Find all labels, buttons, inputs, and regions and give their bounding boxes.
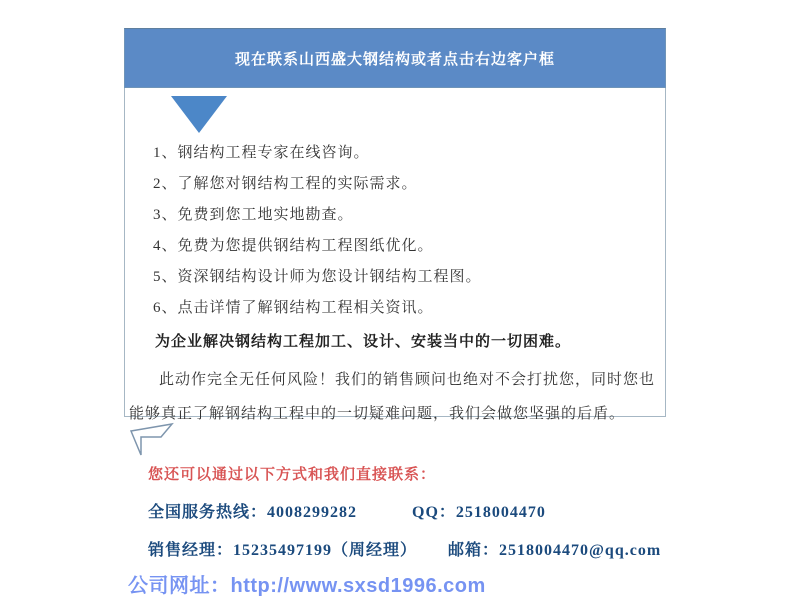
email-label: 邮箱： (448, 542, 500, 559)
website-label: 公司网址： (128, 575, 231, 597)
step-item-1: 1、钢结构工程专家在线咨询。 (153, 145, 370, 161)
reassurance-paragraph: 此动作完全无任何风险！我们的销售顾问也绝对不会打扰您，同时您也能够真正了解钢结构工程中的一切疑难问题，我们会做您坚强的后盾。 (129, 372, 656, 422)
promo-panel (124, 28, 666, 598)
step-item-4: 4、免费为您提供钢结构工程图纸优化。 (153, 238, 434, 254)
website-link[interactable]: http://www.sxsd1996.com (230, 575, 486, 597)
qq-number: 2518004470 (455, 504, 546, 521)
banner-title: 现在联系山西盛大钢结构或者点击右边客户框 (234, 51, 555, 68)
email-address: 2518004470@qq.com (499, 542, 662, 559)
step-item-2: 2、了解您对钢结构工程的实际需求。 (153, 176, 418, 192)
step-item-3: 3、免费到您工地实地勘查。 (153, 207, 354, 223)
step-item-5: 5、资深钢结构设计师为您设计钢结构工程图。 (153, 269, 482, 285)
step-item-6: 6、点击详情了解钢结构工程相关资讯。 (153, 300, 434, 316)
contact-lead: 您还可以通过以下方式和我们直接联系： (148, 467, 437, 483)
banner (124, 28, 666, 88)
steps-list (127, 145, 663, 316)
hotline-line (148, 499, 666, 522)
website-line (128, 569, 666, 598)
manager-label: 销售经理： (148, 542, 234, 559)
hotline-label: 全国服务热线： (148, 504, 268, 521)
hotline-number: 4008299282 (267, 504, 358, 521)
info-box (124, 88, 666, 422)
qq-label: QQ： (412, 504, 456, 521)
manager-line (148, 537, 666, 560)
down-triangle-icon (171, 96, 227, 133)
highlight-text: 为企业解决钢结构工程加工、设计、安装当中的一切困难。 (155, 334, 572, 350)
manager-number: 15235497199（周经理） (233, 542, 418, 559)
